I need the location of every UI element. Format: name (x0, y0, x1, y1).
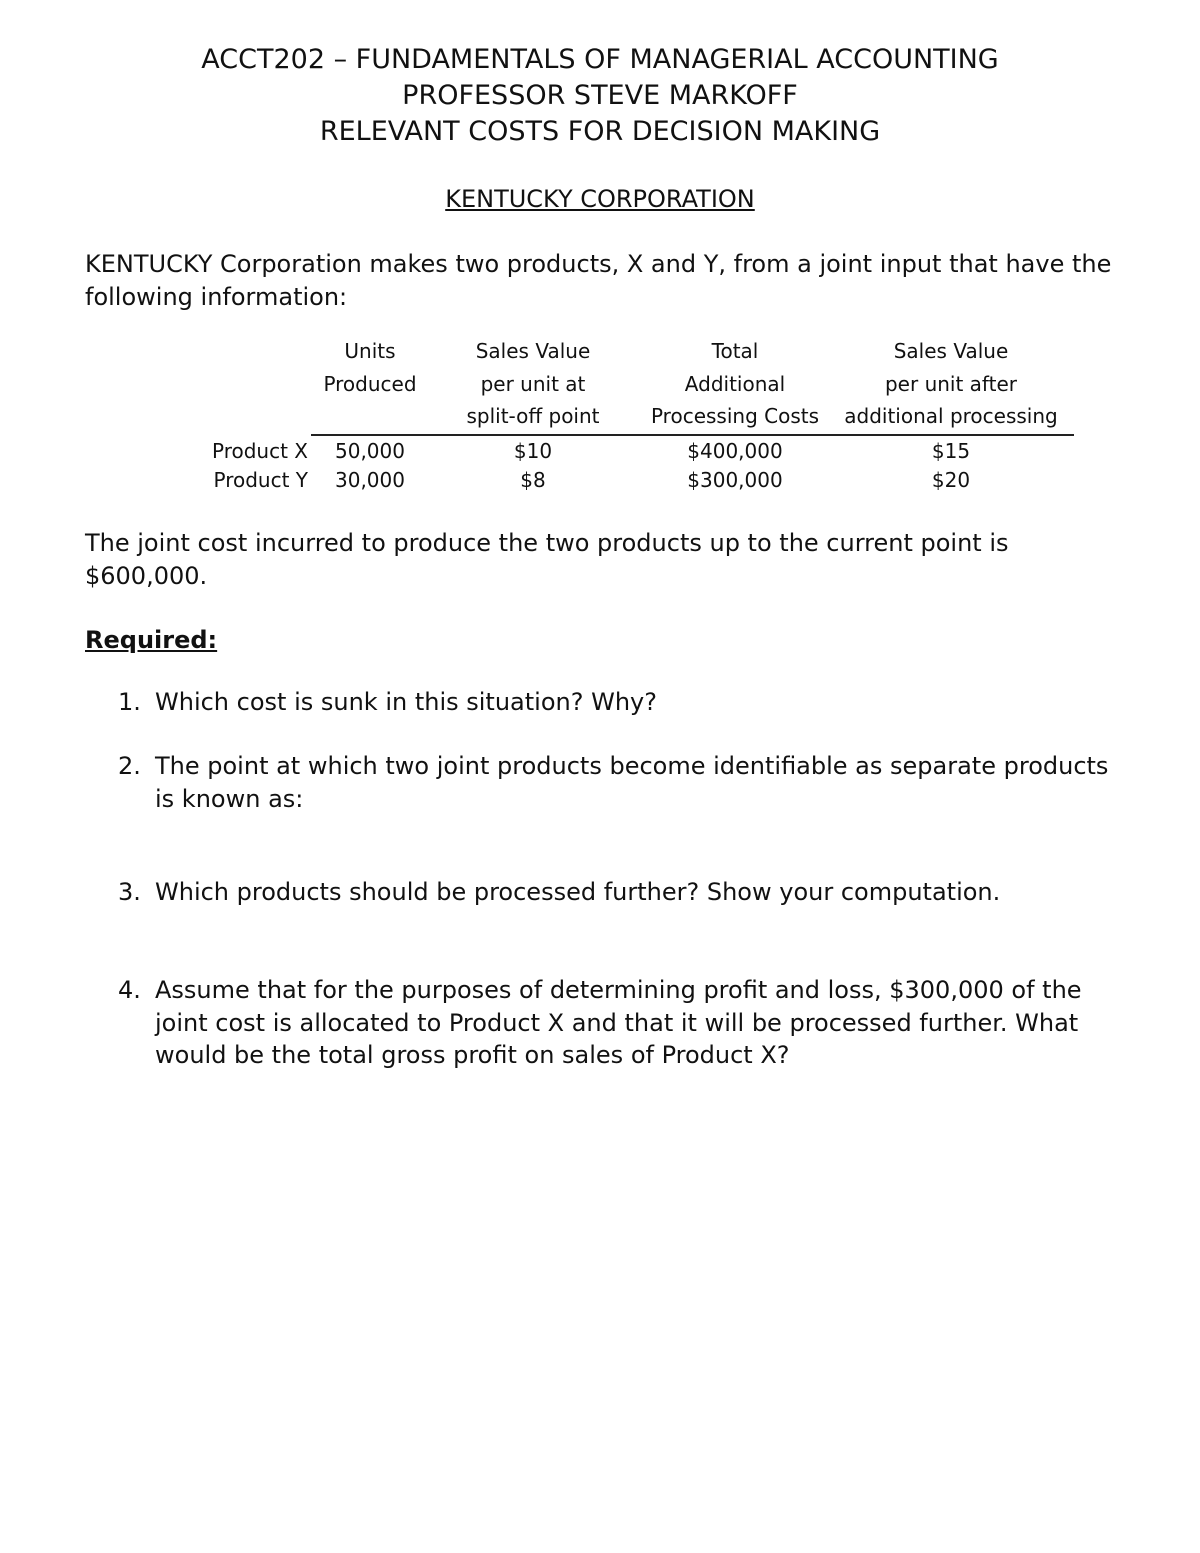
case-title: KENTUCKY CORPORATION (445, 185, 755, 213)
cell-units: 30,000 (335, 468, 405, 492)
question-number: 3. (118, 878, 141, 906)
cell-additional-costs: $400,000 (687, 439, 783, 463)
product-data-table (0, 0, 1200, 520)
cell-split-off-value: $8 (520, 468, 546, 492)
column-header-line: split-off point (466, 404, 600, 428)
course-title: ACCT202 – FUNDAMENTALS OF MANAGERIAL ACCOUNTING (201, 44, 999, 75)
required-heading: Required: (85, 626, 218, 654)
intro-paragraph: KENTUCKY Corporation makes two products, X and Y, from a joint input that have the following information: (85, 250, 1112, 311)
topic-title: RELEVANT COSTS FOR DECISION MAKING (319, 116, 881, 147)
question-text: Assume that for the purposes of determining profit and loss, $300,000 of the joint cost is allocated to Product X and that it will be processed further. What would be the total gross profit on sales of Product X? (155, 976, 1082, 1069)
column-header-additional-costs (640, 335, 830, 433)
question-text: Which cost is sunk in this situation? Why? (155, 688, 657, 716)
column-header-line: per unit after (884, 371, 1017, 396)
column-header-line: Sales Value (893, 339, 1009, 363)
cell-after-processing-value: $15 (931, 439, 971, 463)
column-header-line: Units (344, 339, 396, 363)
cell-units: 50,000 (335, 439, 405, 463)
cell-after-processing-value: $20 (931, 468, 971, 492)
column-header-line: Total (711, 339, 759, 363)
joint-cost-paragraph: The joint cost incurred to produce the two products up to the current point is $600,000. (85, 529, 1009, 590)
row-label-product-y: Product Y (213, 468, 308, 492)
column-header-line: Additional (684, 371, 786, 396)
question-number: 4. (118, 976, 141, 1004)
column-header-after-processing-value (833, 335, 1069, 433)
column-header-line: additional processing (844, 404, 1058, 428)
column-header-line: Processing Costs (650, 404, 820, 428)
column-header-line: per unit at (480, 371, 586, 396)
question-number: 1. (118, 688, 141, 716)
column-header-line: Produced (323, 371, 417, 396)
column-header-line: Sales Value (475, 339, 591, 363)
cell-split-off-value: $10 (513, 439, 553, 463)
row-label-product-x: Product X (212, 439, 308, 463)
cell-additional-costs: $300,000 (687, 468, 783, 492)
question-text: Which products should be processed further? Show your computation. (155, 878, 1001, 906)
question-text: The point at which two joint products become identifiable as separate products is known as: (155, 752, 1109, 813)
question-number: 2. (118, 752, 141, 780)
column-header-split-off-value (448, 335, 618, 433)
professor-name: PROFESSOR STEVE MARKOFF (402, 80, 798, 111)
column-header-units (310, 335, 430, 400)
